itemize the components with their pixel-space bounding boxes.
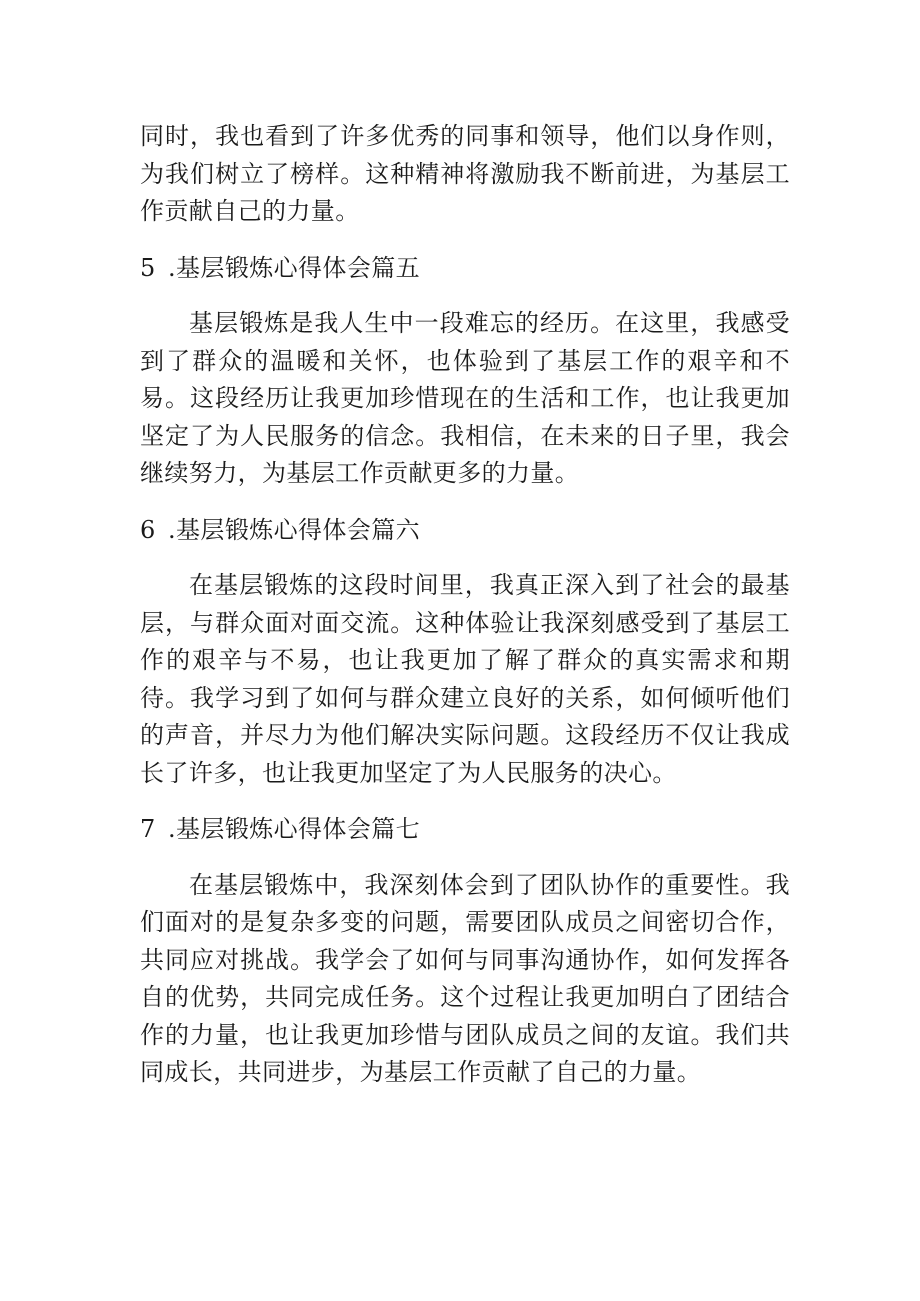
section-heading-5 <box>140 250 790 288</box>
document-body <box>140 118 790 1092</box>
paragraph-section-7: 在基层锻炼中，我深刻体会到了团队协作的重要性。我们面对的是复杂多变的问题，需要团队成员之间密切合作，共同应对挑战。我学会了如何与同事沟通协作，如何发挥各自的优势，共同完成任务。这个过程让我更加明白了团结合作的力量，也让我更加珍惜与团队成员之间的友谊。我们共同成长，共同进步，为基层工作贡献了自己的力量。 <box>140 870 790 1086</box>
section-heading-6 <box>140 512 790 550</box>
section-number: 7 <box>140 815 156 843</box>
paragraph-continuation: 同时，我也看到了许多优秀的同事和领导，他们以身作则，为我们树立了榜样。这种精神将激励我不断前进，为基层工作贡献自己的力量。 <box>140 122 790 225</box>
section-title: .基层锻炼心得体会篇六 <box>168 515 421 544</box>
section-number: 5 <box>140 253 156 282</box>
section-title: .基层锻炼心得体会篇五 <box>168 253 421 282</box>
paragraph-section-6: 在基层锻炼的这段时间里，我真正深入到了社会的最基层，与群众面对面交流。这种体验让我深刻感受到了基层工作的艰辛与不易，也让我更加了解了群众的真实需求和期待。我学习到了如何与群众建立良好的关系，如何倾听他们的声音，并尽力为他们解决实际问题。这段经历不仅让我成长了许多，也让我更加坚定了为人民服务的决心。 <box>140 571 790 787</box>
section-heading-7 <box>140 811 790 849</box>
section-title: .基层锻炼心得体会篇七 <box>168 815 421 843</box>
paragraph-section-5: 基层锻炼是我人生中一段难忘的经历。在这里，我感受到了群众的温暖和关怀，也体验到了基层工作的艰辛和不易。这段经历让我更加珍惜现在的生活和工作，也让我更加坚定了为人民服务的信念。我相信，在未来的日子里，我会继续努力，为基层工作贡献更多的力量。 <box>140 309 790 487</box>
section-number: 6 <box>140 515 156 544</box>
